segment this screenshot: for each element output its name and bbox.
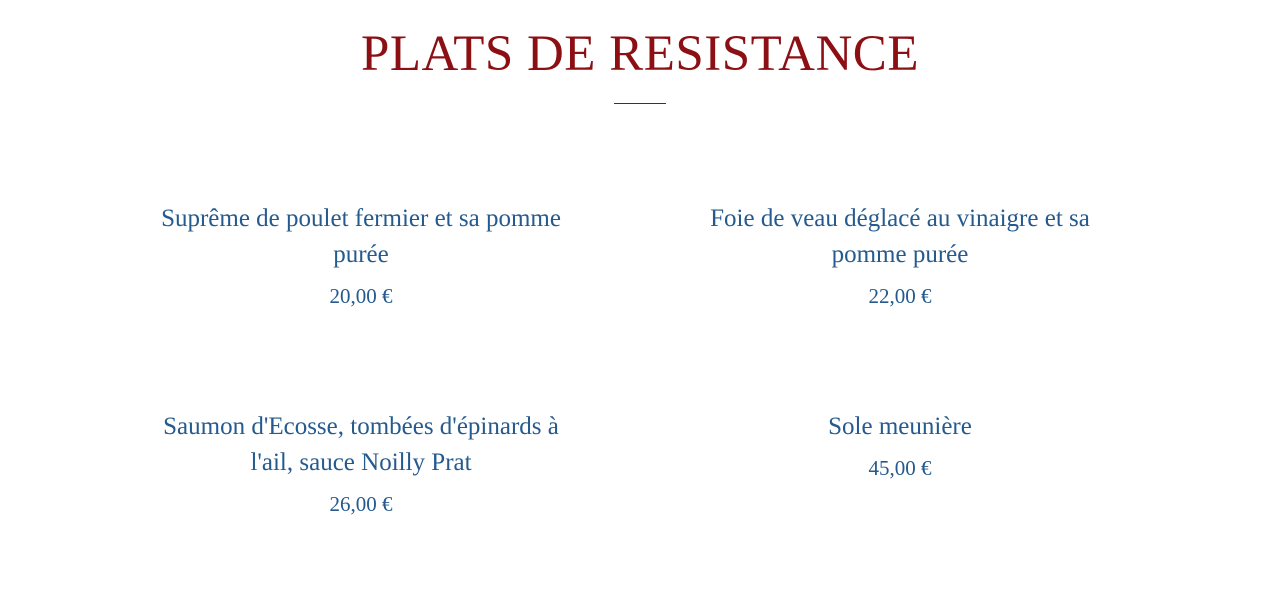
dish-price: 26,00 € <box>329 492 393 516</box>
dish-item <box>151 409 571 519</box>
dish-price: 45,00 € <box>868 456 932 480</box>
dish-name: Foie de veau déglacé au vinaigre et sa pomme purée <box>710 205 1090 268</box>
dish-price: 22,00 € <box>868 284 932 308</box>
dish-price: 20,00 € <box>329 284 393 308</box>
dish-name: Saumon d'Ecosse, tombées d'épinards à l'ail, sauce Noilly Prat <box>163 413 559 476</box>
dish-item <box>690 409 1110 483</box>
dish-item <box>690 201 1110 311</box>
dish-item <box>151 201 571 311</box>
dish-name: Sole meunière <box>828 413 972 440</box>
section-title: PLATS DE RESISTANCE <box>361 26 919 82</box>
dish-name: Suprême de poulet fermier et sa pomme purée <box>161 205 561 268</box>
title-divider <box>614 103 666 104</box>
